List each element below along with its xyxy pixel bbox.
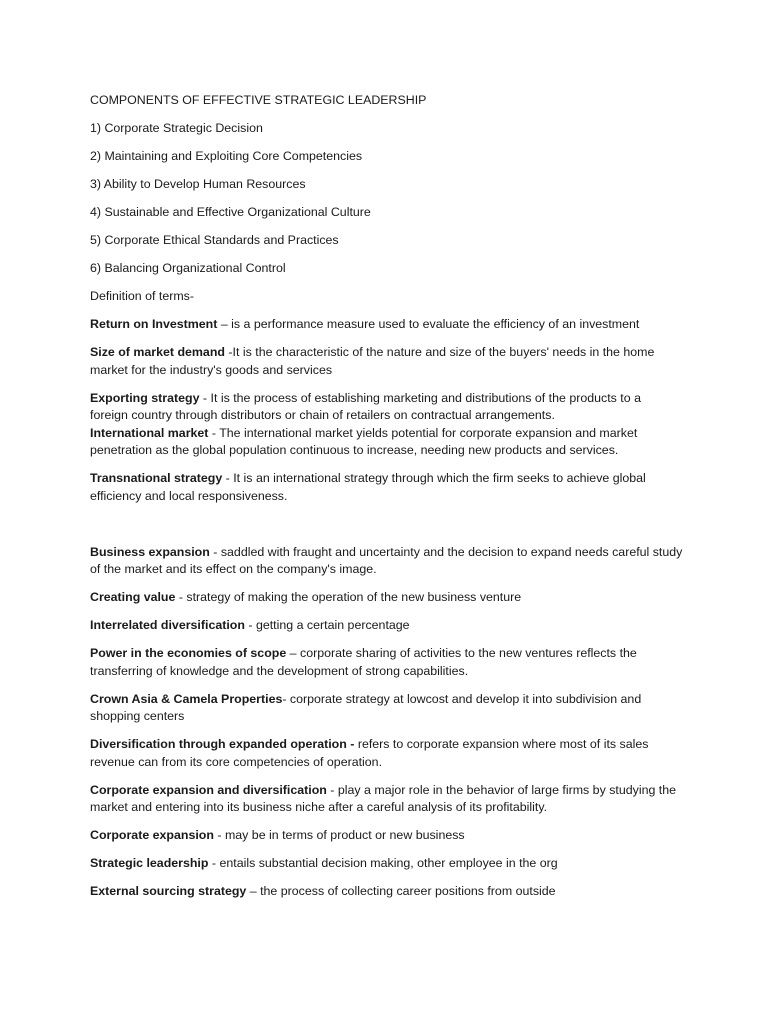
definition-term: Interrelated diversification <box>90 618 245 632</box>
definition-term: Crown Asia & Camela Properties <box>90 691 283 706</box>
definition-term: Power in the economies of scope <box>90 646 287 660</box>
definition-item <box>90 883 690 901</box>
definition-item <box>90 782 690 817</box>
definition-text: - entails substantial decision making, other employee in the org <box>208 856 558 870</box>
definition-text: refers to corporate expansion where most of its sales revenue can from its core competencies of operation. <box>90 737 649 769</box>
definition-term: Return on Investment <box>90 317 218 331</box>
definitions-heading: Definition of terms- <box>90 289 194 303</box>
definition-item <box>90 316 690 334</box>
definition-term: Business expansion <box>90 544 210 559</box>
component-item: 2) Maintaining and Exploiting Core Competencies <box>90 149 363 163</box>
component-item: 6) Balancing Organizational Control <box>90 261 286 275</box>
definition-term: Strategic leadership <box>90 856 209 870</box>
definition-text: – corporate sharing of activities to the new ventures reflects the transferring of knowledge and the development of strong capabilities. <box>90 646 637 678</box>
definition-item <box>90 645 690 680</box>
component-item: 4) Sustainable and Effective Organizational Culture <box>90 205 371 219</box>
definition-text: - getting a certain percentage <box>244 618 410 632</box>
definition-text: – is a performance measure used to evaluate the efficiency of an investment <box>217 317 640 331</box>
definition-term: International market <box>90 425 209 440</box>
document-page <box>90 92 690 911</box>
definition-item <box>90 691 690 726</box>
definition-text: - corporate strategy at lowcost and develop it into subdivision and shopping centers <box>90 691 642 723</box>
definition-text: – the process of collecting career positions from outside <box>246 884 556 898</box>
definition-term: Transnational strategy <box>90 471 223 485</box>
definition-term: Creating value <box>90 590 176 604</box>
component-item: 1) Corporate Strategic Decision <box>90 121 263 135</box>
definition-item <box>90 390 650 425</box>
document-title: COMPONENTS OF EFFECTIVE STRATEGIC LEADERSHIP <box>90 93 427 107</box>
definition-item <box>90 425 690 460</box>
definition-text: - It is an international strategy through which the firm seeks to achieve global efficiency and local responsiveness. <box>90 471 646 503</box>
definition-text: - may be in terms of product or new business <box>213 828 465 842</box>
definition-text: -It is the characteristic of the nature and size of the buyers' needs in the home market for the industry's goods and services <box>90 345 655 377</box>
definition-text: - play a major role in the behavior of large firms by studying the market and entering into its business niche after a careful analysis of its profitability. <box>90 782 677 814</box>
definition-item <box>90 470 690 505</box>
component-item: 5) Corporate Ethical Standards and Practices <box>90 233 339 247</box>
definition-item <box>90 827 690 845</box>
definition-term: Corporate expansion <box>90 828 214 842</box>
definition-text: - saddled with fraught and uncertainty and the decision to expand needs careful study of the market and its effect on the company's image. <box>90 544 683 576</box>
component-item: 3) Ability to Develop Human Resources <box>90 177 306 191</box>
definition-term: External sourcing strategy <box>90 884 247 898</box>
definition-item <box>90 344 690 379</box>
definition-term: Exporting strategy <box>90 390 200 405</box>
definition-item <box>90 589 690 607</box>
definition-item <box>90 736 690 771</box>
definition-item <box>90 855 690 873</box>
definition-text: - strategy of making the operation of the new business venture <box>175 590 522 604</box>
definition-term: Corporate expansion and diversification <box>90 782 327 797</box>
definition-text: - The international market yields potential for corporate expansion and market penetration as the global population continuous to increase, needing new products and services. <box>90 425 638 457</box>
definition-term: Size of market demand <box>90 345 225 359</box>
definition-term: Diversification through expanded operation - <box>90 737 355 751</box>
definition-item <box>90 617 690 635</box>
definition-item <box>90 544 690 579</box>
section-gap <box>90 516 690 544</box>
definition-text: - It is the process of establishing marketing and distributions of the products to a foreign country through distributors or chain of retailers on contractual arrangements. <box>90 390 641 422</box>
